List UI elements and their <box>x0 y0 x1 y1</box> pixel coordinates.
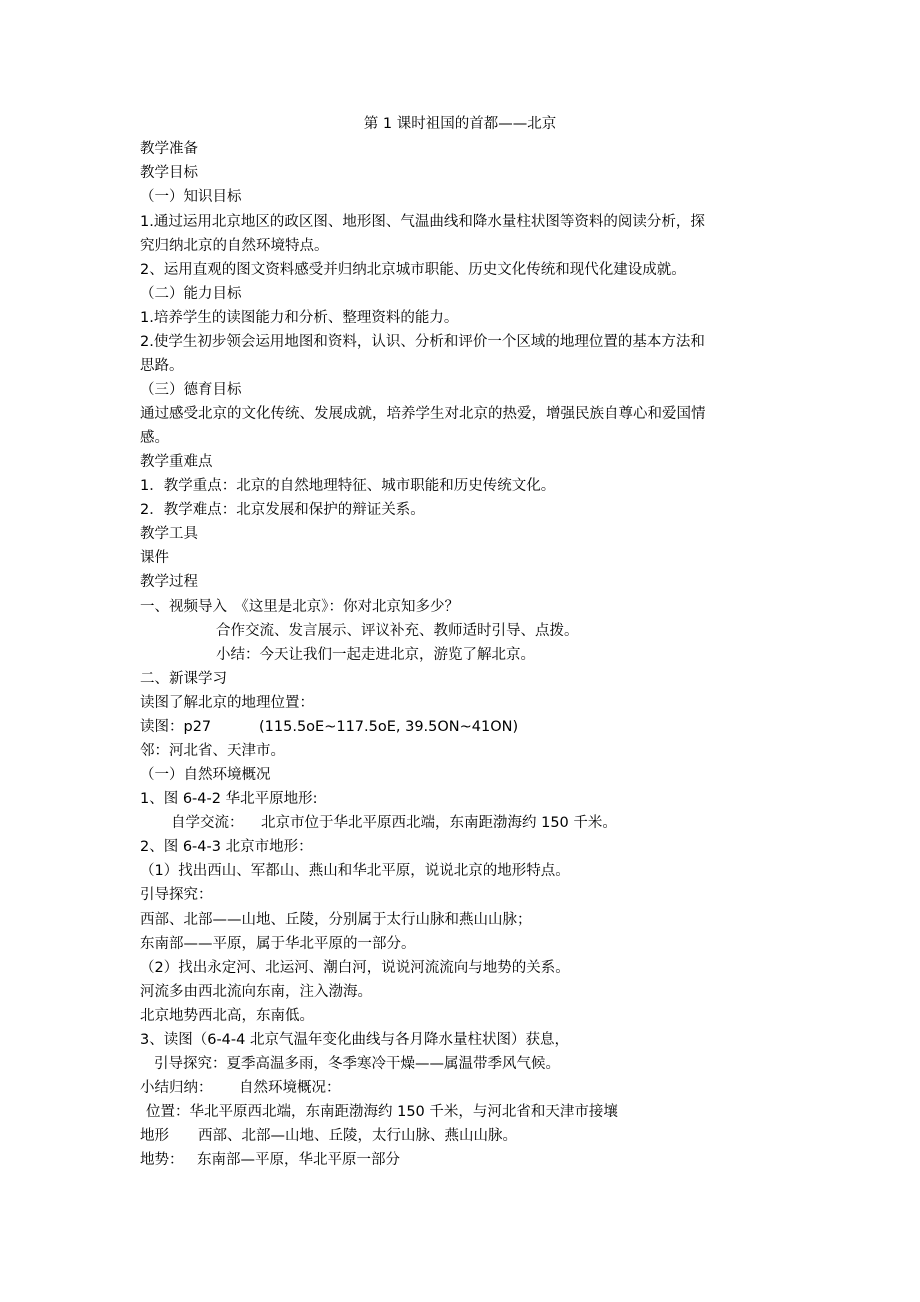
paragraph-line: 1.培养学生的读图能力和分析、整理资料的能力。 <box>140 310 459 326</box>
paragraph-line: 地形 <box>140 1128 169 1144</box>
paragraph-line: 地势： <box>140 1152 184 1168</box>
paragraph-line: 感。 <box>140 430 169 446</box>
paragraph-line: 东南部—平原，华北平原一部分 <box>197 1152 400 1168</box>
subsection-heading: （一）自然环境概况 <box>140 767 271 783</box>
paragraph-line: 邻：河北省、天津市。 <box>140 743 285 759</box>
paragraph-line: 课件 <box>140 550 169 566</box>
paragraph-line: 2．教学难点：北京发展和保护的辩证关系。 <box>140 502 425 518</box>
paragraph-line: 思路。 <box>140 358 184 374</box>
section-heading: 教学重难点 <box>140 454 213 470</box>
paragraph-line: 1.通过运用北京地区的政区图、地形图、气温曲线和降水量柱状图等资料的阅读分析，探 <box>140 214 705 230</box>
paragraph-line: 引导探究： <box>140 887 213 903</box>
section-heading: 教学准备 <box>140 141 198 157</box>
paragraph-line: 自然环境概况： <box>239 1080 341 1096</box>
paragraph-line: 读图：p27 <box>140 719 212 735</box>
paragraph-line: 2、图 6-4-3 北京市地形： <box>140 839 313 855</box>
paragraph-line: 究归纳北京的自然环境特点。 <box>140 238 329 254</box>
paragraph-line: 北京市位于华北平原西北端，东南距渤海约 150 千米。 <box>261 815 617 831</box>
section-heading: 教学目标 <box>140 165 198 181</box>
paragraph-line: 一、视频导入 《这里是北京》：你对北京知多少？ <box>140 599 459 615</box>
coordinate-range: (115.5oE~117.5oE, 39.5ON~41ON) <box>259 719 519 735</box>
paragraph-line: 合作交流、发言展示、评议补充、教师适时引导、点拨。 <box>216 623 579 639</box>
paragraph-line: 3、读图（6-4-4 北京气温年变化曲线与各月降水量柱状图）获息， <box>140 1032 569 1048</box>
paragraph-line: 位置：华北平原西北端，东南距渤海约 150 千米，与河北省和天津市接壤 <box>146 1104 618 1120</box>
paragraph-line: 2.使学生初步领会运用地图和资料，认识、分析和评价一个区域的地理位置的基本方法和 <box>140 334 705 350</box>
paragraph-line: 1．教学重点：北京的自然地理特征、城市职能和历史传统文化。 <box>140 478 556 494</box>
document-title: 第 1 课时祖国的首都——北京 <box>363 116 557 132</box>
paragraph-line: 北京地势西北高，东南低。 <box>140 1008 314 1024</box>
paragraph-line: 1、图 6-4-2 华北平原地形: <box>140 791 318 807</box>
paragraph-line: 东南部——平原，属于华北平原的一部分。 <box>140 936 416 952</box>
subsection-heading: （二）能力目标 <box>140 286 242 302</box>
paragraph-line: 读图了解北京的地理位置： <box>140 695 314 711</box>
paragraph-line: 小结归纳： <box>140 1080 213 1096</box>
subsection-heading: （三）德育目标 <box>140 382 242 398</box>
section-heading: 教学过程 <box>140 574 198 590</box>
section-heading: 二、新课学习 <box>140 671 227 687</box>
paragraph-line: （1）找出西山、军都山、燕山和华北平原，说说北京的地形特点。 <box>140 863 570 879</box>
paragraph-line: （2）找出永定河、北运河、潮白河，说说河流流向与地势的关系。 <box>140 960 570 976</box>
subsection-heading: （一）知识目标 <box>140 189 242 205</box>
paragraph-line: 2、运用直观的图文资料感受并归纳北京城市职能、历史文化传统和现代化建设成就。 <box>140 262 686 278</box>
paragraph-line: 西部、北部——山地、丘陵，分别属于太行山脉和燕山山脉； <box>140 912 532 928</box>
paragraph-line: 河流多由西北流向东南，注入渤海。 <box>140 984 372 1000</box>
paragraph-line: 西部、北部—山地、丘陵，太行山脉、燕山山脉。 <box>198 1128 517 1144</box>
paragraph-line: 自学交流： <box>171 815 244 831</box>
paragraph-line: 小结：今天让我们一起走进北京，游览了解北京。 <box>216 647 535 663</box>
paragraph-line: 引导探究：夏季高温多雨，冬季寒冷干燥——属温带季风气候。 <box>154 1056 560 1072</box>
section-heading: 教学工具 <box>140 526 198 542</box>
paragraph-line: 通过感受北京的文化传统、发展成就，培养学生对北京的热爱，增强民族自尊心和爱国情 <box>140 406 706 422</box>
